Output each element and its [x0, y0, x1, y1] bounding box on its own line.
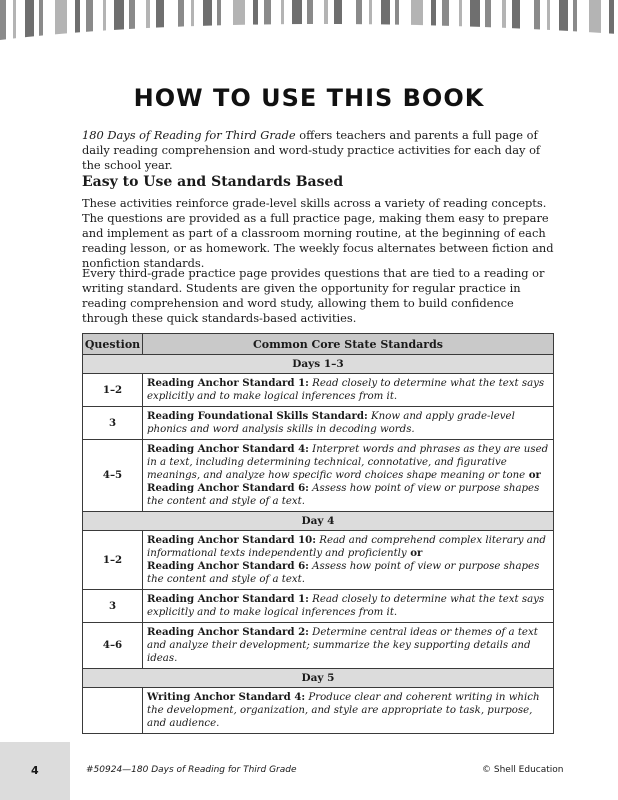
standard-description — [143, 688, 554, 734]
standard-text: Produce clear and coherent writing in which the development, organization, and style are appropriate to task, purpose, and audience. — [147, 692, 540, 729]
section-heading: Easy to Use and Standards Based — [82, 174, 344, 190]
paragraph-2: Every third-grade practice page provides questions that are tied to a reading or writing standard. Students are given the opportunity for regular practice in reading comprehension and word study, allowing them to build confidence through these quick standards-based activities. — [82, 266, 545, 325]
standard-text: Read and comprehend complex literary and informational texts independently and proficiently — [147, 535, 546, 559]
table-row — [83, 590, 554, 623]
question-number: 4–5 — [83, 440, 143, 512]
table-row — [83, 623, 554, 669]
standard-description — [143, 374, 554, 407]
day-row — [83, 669, 554, 688]
intro-paragraph — [82, 128, 554, 173]
day-label: Day 4 — [83, 512, 554, 531]
standard-entry — [147, 443, 549, 482]
page-number: 4 — [31, 764, 39, 777]
standard-joiner: or — [406, 547, 423, 559]
standard-text: Read closely to determine what the text says explicitly and to make logical inferences from it. — [147, 594, 545, 618]
question-number — [83, 688, 143, 734]
footer-copyright: © Shell Education — [482, 765, 564, 775]
standard-name: Reading Anchor Standard 6: — [147, 560, 309, 572]
table-row — [83, 688, 554, 734]
standards-table — [82, 333, 554, 734]
standard-text: Assess how point of view or purpose shapes the content and style of a text. — [147, 483, 540, 507]
standards-table-body — [83, 355, 554, 734]
paragraph-1: These activities reinforce grade-level skills across a variety of reading concepts. The questions are provided as a full practice page, making them easy to prepare and implement as part of a classroom morning routine, at the beginning of each reading lesson, or as homework. The weekly focus alternates between fiction and nonfiction standards. — [82, 196, 554, 270]
day-row — [83, 355, 554, 374]
standard-name: Reading Anchor Standard 2: — [147, 626, 309, 638]
intro-text: offers teachers and parents a full page of daily reading comprehension and word-study practice activities for each day of the school year. — [82, 128, 541, 172]
day-row — [83, 512, 554, 531]
standard-entry — [147, 560, 549, 586]
standard-entry — [147, 377, 549, 403]
table-row — [83, 531, 554, 590]
footer-book-reference: #50924—180 Days of Reading for Third Grade — [86, 765, 297, 775]
question-number: 1–2 — [83, 531, 143, 590]
table-row — [83, 407, 554, 440]
standard-description — [143, 590, 554, 623]
standard-name: Reading Anchor Standard 4: — [147, 443, 309, 455]
question-number: 4–6 — [83, 623, 143, 669]
standard-entry — [147, 593, 549, 619]
standard-description — [143, 531, 554, 590]
table-header-row — [83, 334, 554, 355]
question-number: 3 — [83, 590, 143, 623]
standard-joiner: or — [525, 469, 541, 481]
book-title: 180 Days of Reading for Third Grade — [82, 128, 296, 142]
standard-description — [143, 623, 554, 669]
standard-entry — [147, 410, 549, 436]
standard-name: Reading Anchor Standard 1: — [147, 377, 309, 389]
day-label: Days 1–3 — [83, 355, 554, 374]
question-number: 3 — [83, 407, 143, 440]
standard-text: Read closely to determine what the text says explicitly and to make logical inferences from it. — [147, 378, 545, 402]
table-row — [83, 374, 554, 407]
standard-entry — [147, 691, 549, 730]
standard-entry — [147, 534, 549, 560]
question-column-header: Question — [83, 334, 143, 355]
standard-text: Interpret words and phrases as they are used in a text, including determining technical, connotative, and figurative meanings, and analyze how specific word choices shape meaning or tone — [147, 444, 549, 481]
standard-text: Assess how point of view or purpose shapes the content and style of a text. — [147, 561, 540, 585]
question-number: 1–2 — [83, 374, 143, 407]
standard-description — [143, 440, 554, 512]
table-row — [83, 440, 554, 512]
page-title: HOW TO USE THIS BOOK — [133, 84, 485, 112]
standard-name: Reading Anchor Standard 1: — [147, 593, 309, 605]
standards-column-header: Common Core State Standards — [143, 334, 554, 355]
top-banner-decoration — [0, 0, 618, 50]
standard-entry — [147, 482, 549, 508]
day-label: Day 5 — [83, 669, 554, 688]
standard-text: Determine central ideas or themes of a text and analyze their development; summarize the key supporting details and ideas. — [147, 627, 538, 664]
standard-name: Writing Anchor Standard 4: — [147, 691, 306, 703]
standard-name: Reading Anchor Standard 6: — [147, 482, 309, 494]
standard-text: Know and apply grade-level phonics and word analysis skills in decoding words. — [147, 411, 515, 435]
standard-name: Reading Anchor Standard 10: — [147, 534, 317, 546]
standard-description — [143, 407, 554, 440]
standard-name: Reading Foundational Skills Standard: — [147, 410, 368, 422]
standard-entry — [147, 626, 549, 665]
